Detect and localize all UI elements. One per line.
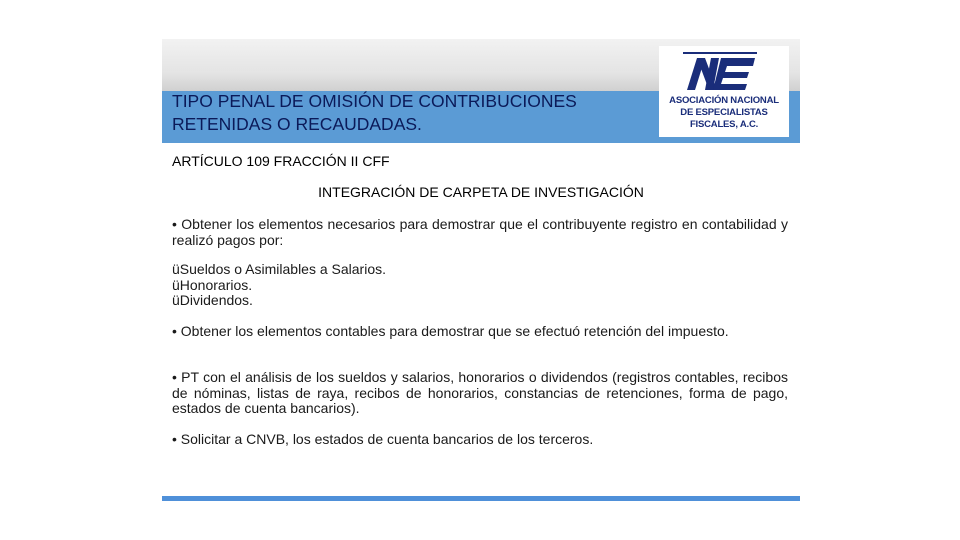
check-item: üDividendos. — [172, 292, 253, 308]
logo-caption — [659, 95, 789, 131]
association-logo — [659, 46, 789, 137]
logo-line-2: DE ESPECIALISTAS — [680, 107, 768, 118]
logo-line-1: ASOCIACIÓN NACIONAL — [669, 95, 779, 106]
check-item: üHonorarios. — [172, 276, 253, 293]
title-line-1: TIPO PENAL DE OMISIÓN DE CONTRIBUCIONES — [172, 91, 577, 111]
footer-bar — [162, 496, 800, 501]
check-list — [172, 262, 386, 309]
paragraph-2: • Obtener los elementos contables para demostrar que se efectuó retención del impuesto. — [172, 323, 729, 339]
paragraph-4: • Solicitar a CNVB, los estados de cuenta bancarios de los terceros. — [172, 431, 594, 447]
logo-line-3: FISCALES, A.C. — [689, 119, 759, 130]
slide — [162, 39, 800, 501]
slide-title — [172, 90, 662, 136]
ane-logo-mark — [683, 50, 757, 92]
article-subtitle: ARTÍCULO 109 FRACCIÓN II CFF — [172, 153, 390, 169]
title-line-2: RETENIDAS O RECAUDADAS. — [172, 114, 422, 134]
paragraph-3: • PT con el análisis de los sueldos y salarios, honorarios o dividendos (registros contables, recibos de nóminas, listas de raya, recibos de honorarios, constancias de retenciones, forma de pago, estados de cuenta bancarios). — [172, 369, 788, 416]
check-item: üSueldos o Asimilables a Salarios. — [172, 261, 387, 277]
paragraph-1: • Obtener los elementos necesarios para demostrar que el contribuyente registro en contabilidad y realizó pagos por: — [172, 216, 788, 248]
section-heading: INTEGRACIÓN DE CARPETA DE INVESTIGACIÓN — [318, 184, 644, 200]
